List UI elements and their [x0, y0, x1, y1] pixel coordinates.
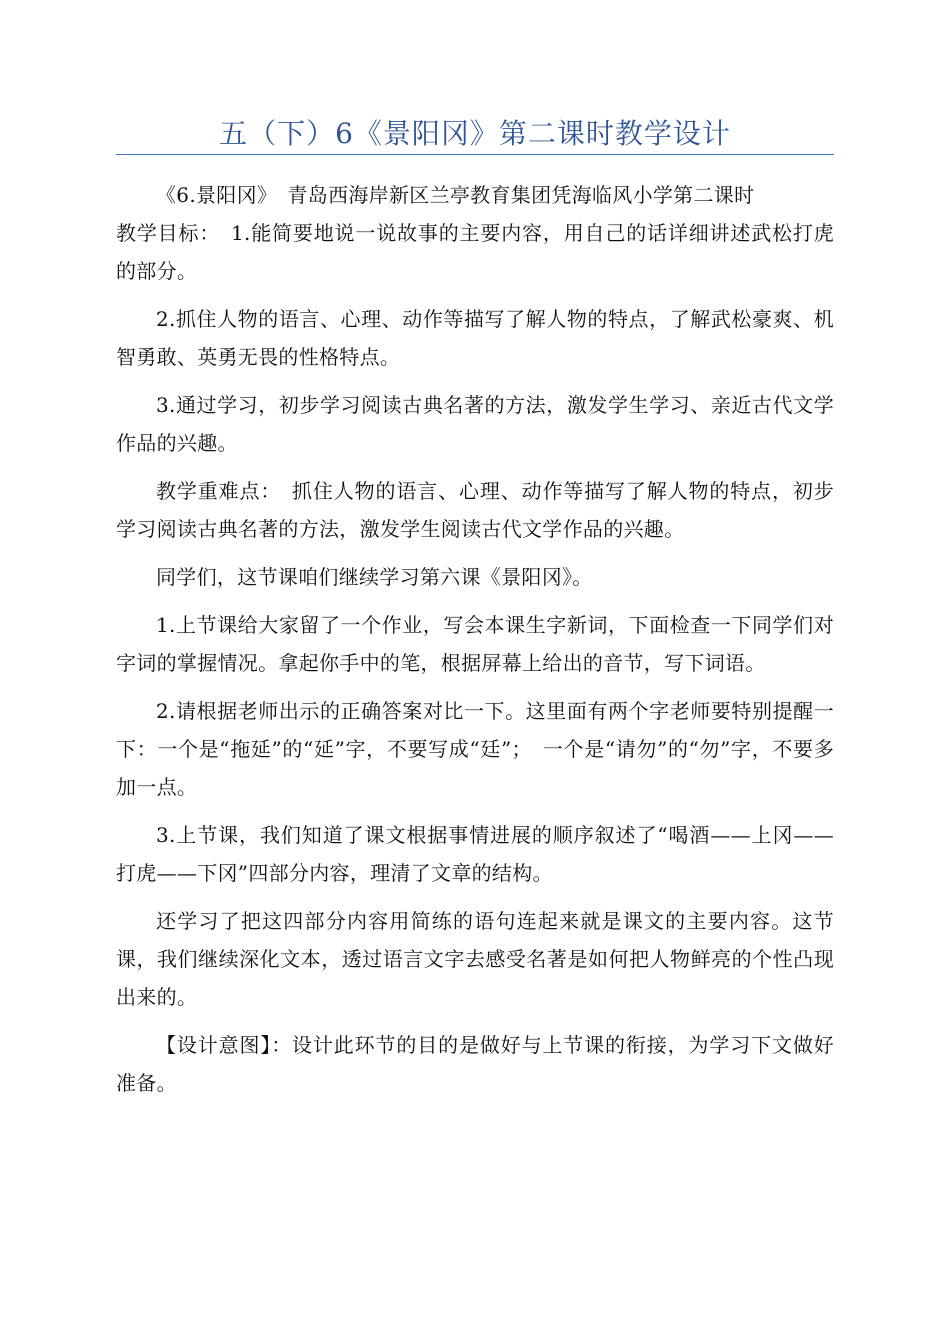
document-body: [116, 176, 834, 1102]
paragraph-step-2: 2.请根据老师出示的正确答案对比一下。这里面有两个字老师要特别提醒一下：一个是“拖延”的“延”字，不要写成“廷”； 一个是“请勿”的“勿”字，不要多加一点。: [116, 699, 834, 799]
paragraph-lesson-info: 《6.景阳冈》 青岛西海岸新区兰亭教育集团凭海临风小学第二课时: [156, 183, 755, 207]
paragraph-intro: 同学们，这节课咱们继续学习第六课《景阳冈》。: [156, 565, 593, 589]
paragraph-key-difficulties: 教学重难点： 抓住人物的语言、心理、动作等描写了解人物的特点，初步学习阅读古典名著的方法，激发学生阅读古代文学作品的兴趣。: [116, 479, 834, 541]
document-title: 五（下）6《景阳冈》第二课时教学设计: [219, 117, 731, 150]
paragraph-step-1: 1.上节课给大家留了一个作业，写会本课生字新词，下面检查一下同学们对字词的掌握情况。拿起你手中的笔，根据屏幕上给出的音节，写下词语。: [116, 613, 834, 675]
paragraph-objective-2: 2.抓住人物的语言、心理、动作等描写了解人物的特点，了解武松豪爽、机智勇敢、英勇无畏的性格特点。: [116, 307, 834, 369]
paragraph-step-3: 3.上节课，我们知道了课文根据事情进展的顺序叙述了“喝酒——上冈——打虎——下冈”四部分内容，理清了文章的结构。: [116, 823, 834, 885]
paragraph-objective-3: 3.通过学习，初步学习阅读古典名著的方法，激发学生学习、亲近古代文学作品的兴趣。: [116, 393, 834, 455]
paragraph-design-intent: 【设计意图】：设计此环节的目的是做好与上节课的衔接，为学习下文做好准备。: [116, 1033, 834, 1095]
paragraph-summary: 还学习了把这四部分内容用简练的语句连起来就是课文的主要内容。这节课，我们继续深化文本，透过语言文字去感受名著是如何把人物鲜亮的个性凸现出来的。: [116, 909, 834, 1009]
paragraph-objective-1: 教学目标： 1.能简要地说一说故事的主要内容，用自己的话详细讲述武松打虎的部分。: [116, 221, 834, 283]
title-underline: [116, 154, 834, 155]
